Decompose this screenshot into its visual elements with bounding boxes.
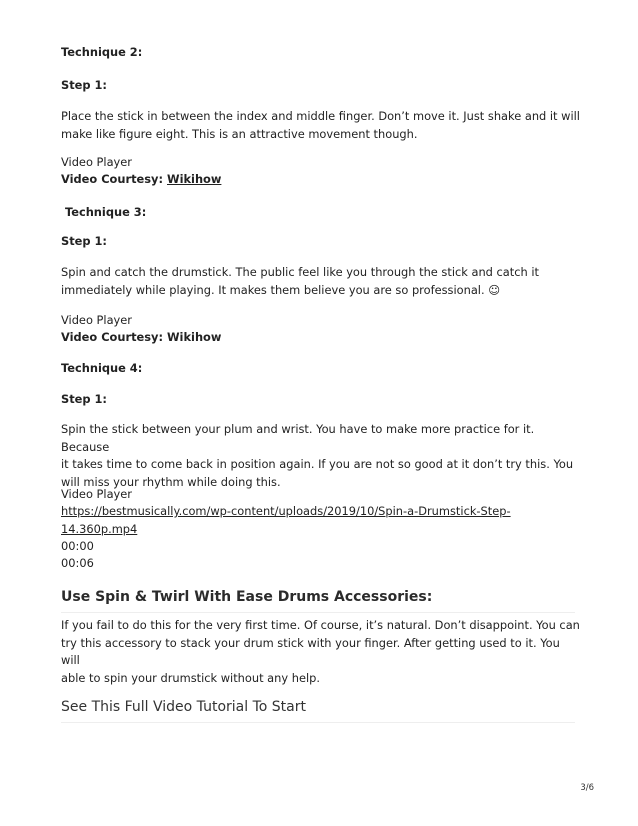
tutorial-section-title: See This Full Video Tutorial To Start bbox=[61, 699, 575, 723]
accessories-paragraph bbox=[61, 617, 581, 687]
technique-3-video-player-label: Video Player bbox=[61, 313, 132, 327]
technique-3-step-label: Step 1: bbox=[61, 234, 107, 248]
accessories-section-title: Use Spin & Twirl With Ease Drums Accessories: bbox=[61, 589, 575, 613]
technique-2-step-label: Step 1: bbox=[61, 78, 107, 92]
video-time-end: 00:06 bbox=[61, 556, 94, 570]
technique-2-heading: Technique 2: bbox=[61, 45, 143, 59]
paragraph-line: it takes time to come back in position again. If you are not so good at it don’t try this. You bbox=[61, 457, 574, 471]
technique-2-video-courtesy bbox=[61, 171, 221, 189]
paragraph-line: Spin the stick between your plum and wrist. You have to make more practice for it. Because bbox=[61, 422, 535, 454]
technique-2-paragraph bbox=[61, 108, 580, 143]
page-number: 3/6 bbox=[580, 783, 594, 793]
paragraph-line: try this accessory to stack your drum stick with your finger. After getting used to it. You will bbox=[61, 635, 560, 667]
paragraph-line: immediately while playing. It makes them believe you are so professional. ☺ bbox=[61, 282, 501, 297]
paragraph-line: If you fail to do this for the very first time. Of course, it’s natural. Don’t disappoint. You can bbox=[61, 618, 580, 632]
paragraph-line: Spin and catch the drumstick. The public feel like you through the stick and catch it bbox=[61, 265, 539, 279]
technique-2-video-player-label: Video Player bbox=[61, 155, 132, 169]
technique-3-video-courtesy: Video Courtesy: Wikihow bbox=[61, 330, 222, 344]
paragraph-line: able to spin your drumstick without any help. bbox=[61, 670, 320, 685]
video-courtesy-label: Video Courtesy: bbox=[61, 172, 167, 186]
technique-3-heading: Technique 3: bbox=[61, 205, 147, 219]
paragraph-line: will miss your rhythm while doing this. bbox=[61, 474, 281, 489]
video-url-link-line1[interactable]: https://bestmusically.com/wp-content/uploads/2019/10/Spin-a-Drumstick-Step- bbox=[61, 504, 511, 518]
paragraph-line: make like figure eight. This is an attractive movement though. bbox=[61, 126, 418, 141]
technique-4-heading: Technique 4: bbox=[61, 361, 143, 375]
paragraph-line: Place the stick in between the index and middle finger. Don’t move it. Just shake and it will bbox=[61, 109, 580, 123]
technique-4-step-label: Step 1: bbox=[61, 392, 107, 406]
technique-4-video-url bbox=[61, 503, 511, 538]
technique-4-video-player-label: Video Player bbox=[61, 487, 132, 501]
wikihow-link[interactable]: Wikihow bbox=[167, 172, 222, 186]
video-time-start: 00:00 bbox=[61, 539, 94, 553]
video-url-link-line2[interactable]: 14.360p.mp4 bbox=[61, 521, 138, 536]
technique-4-paragraph bbox=[61, 421, 581, 491]
technique-3-paragraph bbox=[61, 264, 539, 299]
